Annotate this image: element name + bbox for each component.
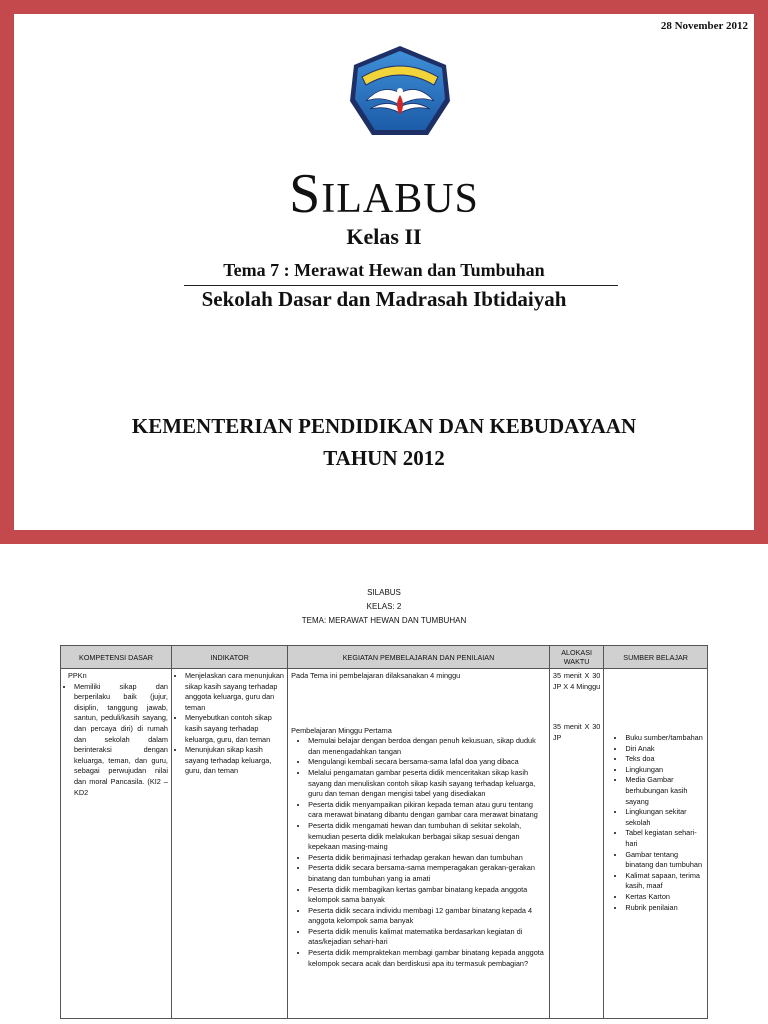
list-item: • Buku sumber/tambahan xyxy=(625,733,704,744)
cover-title-rest: ILABUS xyxy=(321,176,479,222)
list-item: • Peserta didik menyampaikan pikiran kepada teman atau guru tentang cara merawat binatang dibantu dengan gambar cara merawat binatang xyxy=(308,800,546,821)
page2-title: SILABUS xyxy=(367,588,401,597)
cover-kelas: Kelas II xyxy=(346,224,422,249)
list-item: • Memulai belajar dengan berdoa dengan penuh kekusuan, sikap duduk dan menengadahkan tangan xyxy=(308,736,546,757)
alokasi-2: 35 menit X 30 JP xyxy=(552,722,601,742)
header-indikator: INDIKATOR xyxy=(171,646,287,669)
kegiatan-intro: Pada Tema ini pembelajaran dilaksanakan 4 minggu xyxy=(291,671,461,680)
cover-year: TAHUN 2012 xyxy=(323,446,445,470)
list-item: • Media Gambar berhubungan kasih sayang xyxy=(625,775,704,807)
header-kompetensi-dasar: KOMPETENSI DASAR xyxy=(61,646,172,669)
cell-kegiatan xyxy=(288,669,550,1019)
cover-title xyxy=(14,162,754,226)
silabus-table xyxy=(60,645,708,1019)
cell-sumber-belajar xyxy=(604,669,708,1019)
list-item: • Teks doa xyxy=(625,754,704,765)
alokasi-1: 35 menit X 30 JP X 4 Minggu xyxy=(552,671,601,691)
cover-divider xyxy=(184,285,618,286)
header-kegiatan: KEGIATAN PEMBELAJARAN DAN PENILAIAN xyxy=(288,646,550,669)
cover-school: Sekolah Dasar dan Madrasah Ibtidaiyah xyxy=(201,287,567,311)
kegiatan-week: Pembelajaran Minggu Pertama xyxy=(291,725,392,735)
table-header-row xyxy=(61,646,708,669)
tut-wuri-handayani-logo-icon xyxy=(346,43,454,143)
list-item: • Diri Anak xyxy=(625,744,704,755)
list-item: • Kalimat sapaan, terima kasih, maaf xyxy=(625,871,704,892)
cell-alokasi-waktu xyxy=(549,669,603,1019)
list-item: • Peserta didik secara bersama-sama memperagakan gerakan-gerakan binatang dan tumbuhan yang ia amati xyxy=(308,863,546,884)
list-item: • Melalui pengamatan gambar peserta didik menceritakan sikap kasih sayang dan menuliskan contoh sikap kasih sayang terhadap keluarga, guru dan teman dengan mengisi tabel yang disediakan xyxy=(308,768,546,800)
cover-date: 28 November 2012 xyxy=(660,20,748,32)
cell-kompetensi-dasar xyxy=(61,669,172,1019)
cover-tema: Tema 7 : Merawat Hewan dan Tumbuhan xyxy=(223,260,545,280)
header-alokasi-waktu: ALOKASI WAKTU xyxy=(549,646,603,669)
list-item: • Peserta didik mempraktekan membagi gambar binatang kepada anggota kelompok secara acak dan berdiskusi apa itu termasuk pembagian? xyxy=(308,948,546,969)
sumber-list xyxy=(607,733,704,913)
table-row xyxy=(61,669,708,1019)
list-item: • Peserta didik berimajinasi terhadap gerakan hewan dan tumbuhan xyxy=(308,853,546,864)
list-item: • Peserta didik mengamati hewan dan tumbuhan di sekitar sekolah, kemudian peserta didik melakukan berbagai sikap sesuai dengan kepekaan masing-maing xyxy=(308,821,546,853)
list-item: • Menunjukan sikap kasih sayang terhadap keluarga, guru, dan teman xyxy=(185,745,284,777)
indikator-list xyxy=(175,671,284,777)
list-item: • Rubrik penilaian xyxy=(625,903,704,914)
header-sumber-belajar: SUMBER BELAJAR xyxy=(604,646,708,669)
page2-tema: TEMA: MERAWAT HEWAN DAN TUMBUHAN xyxy=(301,616,467,625)
cover-ministry: KEMENTERIAN PENDIDIKAN DAN KEBUDAYAAN xyxy=(131,414,637,438)
list-item: • Peserta didik menulis kalimat matematika berdasarkan kegiatan di atas/kejadian sehari-hari xyxy=(308,927,546,948)
cover-title-initial: S xyxy=(289,163,322,225)
list-item: • Kertas Karton xyxy=(625,892,704,903)
list-item: • Gambar tentang binatang dan tumbuhan xyxy=(625,850,704,871)
cell-indikator xyxy=(171,669,287,1019)
list-item: • Tabel kegiatan sehari-hari xyxy=(625,828,704,849)
list-item: • Peserta didik secara individu membagi 12 gambar binatang kepada 4 anggota kelompok sama banyak xyxy=(308,906,546,927)
list-item: • Peserta didik membagikan kertas gambar binatang kepada anggota kelompok sama banyak xyxy=(308,885,546,906)
list-item: • Menjelaskan cara menunjukan sikap kasih sayang terhadap anggota keluarga, guru dan teman xyxy=(185,671,284,713)
list-item: • Mengulangi kembali secara bersama-sama lafal doa yang dibaca xyxy=(308,757,546,768)
kd-subject: PPKn xyxy=(68,671,87,680)
list-item: • Lingkungan xyxy=(625,765,704,776)
kegiatan-list xyxy=(291,736,546,969)
list-item: • Lingkungan sekitar sekolah xyxy=(625,807,704,828)
list-item: • Menyebutkan contoh sikap kasih sayang terhadap keluarga, guru, dan teman xyxy=(185,713,284,745)
page2-kelas: KELAS: 2 xyxy=(366,602,402,611)
cover-content xyxy=(14,14,754,530)
list-item: • Memiliki sikap dan berperilaku baik (jujur, disiplin, tanggung jawab, santun, peduli/kasih sayang, dan percaya diri) di rumah dan sekolah dalam berinteraksi dengan keluarga, teman, dan guru, sebagai perwujudan nilai dan moral Pancasila. (KI2 – KD2 xyxy=(74,682,168,799)
kd-list xyxy=(64,682,168,799)
